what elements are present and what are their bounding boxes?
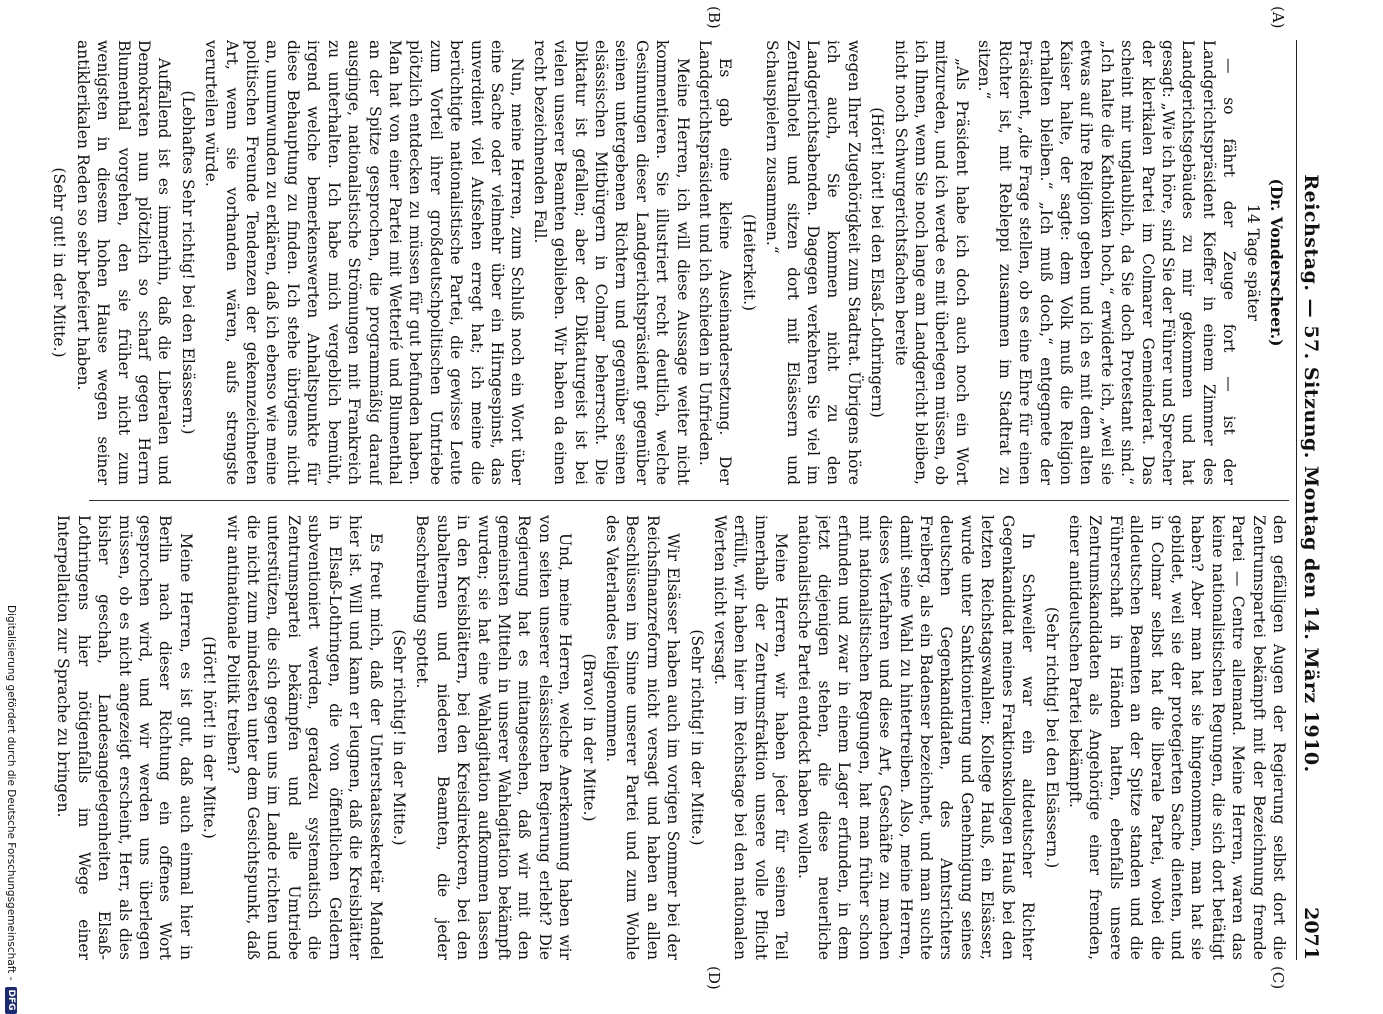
right-column [49, 515, 1289, 960]
left-column [49, 40, 1289, 485]
credit-text: Digitalisierung gefördert durch die Deutsche Forschungsgemeinschaft - [5, 605, 17, 981]
running-head [1296, 40, 1325, 960]
paragraph: „Als Präsident habe ich doch auch noch ein Wort mitzureden, und ich werde es mit überlegen müssen, ob ich Ihnen, wenn Sie noch lange am Landgericht bleiben, nicht noch Schwurgerichtsfachen bereite [891, 40, 971, 485]
paragraph: Meine Herren, ich will diese Aussage weiter nicht kommentieren. Sie illustriert recht deutlich, welche Gesinnungen dieser Landgerichtspräsident gegenüber seinen untergebenen Richtern und gegenüber seinen elsässischen Mitbürgern in Colmar beherrscht. Die Diktatur ist gefallen; aber der Diktaturgeist ist bei vielen unserer Beamten geblieben. Wir haben da einen recht bezeichnenden Fall. [530, 40, 692, 485]
interjection: (Sehr gut! in der Mitte.) [50, 167, 69, 358]
text-columns [49, 40, 1289, 960]
paragraph: Auffallend ist es immerhin, daß die Liberalen und Demokraten nun plötzlich so scharf gegen Herrn Blumenthal vorgehen, den sie früher nicht zum wenigsten in diesem hohen Hause wegen seiner antiklerikalen Reden so sehr befeiert haben. [73, 40, 174, 485]
paragraph: — so fährt der Zeuge fort — ist der Landgerichtspräsident Kieffer in einem Zimmer des Landgerichtsgebäudes zu mir gekommen und hat gesagt: „Wie ich höre, sind Sie der Führer und Sprecher der klerikalen Partei im Colmarer Gemeinderat. Das scheint mir unglaublich, da Sie doch Protestant sind.“ „Ich halte die Katholiken hoch,“ erwiderte ich, „weil sie etwas auf ihre Religion geben und ich es mit dem alten Kaiser halte, der sagte: dem Volk muß die Religion erhalten bleiben.“ „Ich muß doch,“ entgegnete der Präsident, „die Frage stellen, ob es eine Ehre für einen Richter ist, mit Rebleppi zusammen im Stadtrat zu sitzen.“ [975, 40, 1239, 485]
column-divider [89, 500, 1289, 501]
interjection: (Sehr richtig! in der Mitte.) [687, 629, 706, 846]
interjection: (Lebhaftes Sehr richtig! bei den Elsässern.) [178, 90, 197, 435]
page-title: Reichstag. — 57. Sitzung. Montag den 14. März 1910. [1300, 174, 1322, 773]
paragraph: Nun, meine Herren, zum Schluß noch ein Wort über eine Sache oder vielmehr über ein Hirngespinst, das unverdient viel Aufsehen erregt hat; ich meine die berüchtigte nationalistische Partei, die gewisse Leute zum Vorteil ihrer großdeutschpolitischen Umtriebe plötzlich entdecken zu müssen für gut befunden haben. Man hat von einer Partei mit Wetterlé und Blumenthal an der Spitze gesprochen, die programmäßig darauf ausginge, nationalistische Strömungen mit Frankreich zu unterhalten. Ich habe mich vergeblich bemüht, irgend welche bemerkenswerten Anhaltspunkte für diese Behauptung zu finden. Ich stehe übrigens nicht an, unumwunden zu erklären, daß ich ebenso wie meine politischen Freunde Tendenzen der gekennzeichneten Art, wenn sie vorhanden wären, aufs strengste verurteilen würde. [202, 40, 527, 485]
interjection: (Hört! hört! in der Mitte.) [200, 636, 219, 839]
interjection: 14 Tage später [1243, 204, 1262, 321]
paragraph: In Schweiler war ein altdeutscher Richter Gegenkandidat meines Fraktionskollegen Hauß bei den letzten Reichstagswahlen; Kollege Hauß, ein Elsässer, wurde unter Sanktionierung und Genehmigung seines deutschen Gegenkandidaten, des Amtsrichters Freiberg, als ein Badenser bezeichnet, und man suchte damit seine Wahl zu hintertreiben. Also, meine Herren, dieses Verfahren und diese Art, Geschäfte zu machen mit nationalistischen Regungen, hat man früher schon erfunden und zwar in einem Lager erfunden, in dem jetzt diejenigen stehen, die diese neuerliche nationalistische Partei entdeckt haben wollen. [794, 515, 1038, 960]
interjection: (Heiterkeit.) [739, 213, 758, 312]
paragraph: Meine Herren, es ist gut, daß auch einmal hier in Berlin nach dieser Richtung ein offenes Wort gesprochen wird, und wir werden uns überlegen müssen, ob es nicht angezeigt erscheint, Herr, als dies bisher geschah, Landesangelegenheiten Elsaß-Lothringens hier nötigenfalls im Wege einer Interpellation zur Sprache zu bringen. [54, 515, 195, 960]
paragraph: Es gab eine kleine Auseinandersetzung. Der Landgerichtspräsident und ich schieden in Unfrieden. [696, 40, 735, 485]
margin-letter-b: (B) [705, 6, 723, 29]
page-number: 2071 [1300, 907, 1322, 960]
paragraph: Meine Herren, wir haben jeder für seinen Teil innerhalb der Zentrumsfraktion unsere volle Pflicht erfüllt, wir haben hier im Reichstage bei den nationalen Werten nicht versagt. [711, 515, 791, 960]
interjection: (Sehr richtig! bei den Elsässern.) [1042, 606, 1061, 869]
paragraph: den gefälligen Augen der Regierung selbst dort die Zentrumspartei bekämpft mit der Bezeichnung fremde Partei — Centre allemand. Meine Herren, waren das keine nationalistischen Regungen, die sich dort betätigt haben? Aber man hat sie hingenommen, man hat sie gebildet, weil sie der protegierten Sache dienten, und in Colmar selbst hat die liberale Partei, wobei die alldeutschen Beamten an der Spitze standen und die Führerschaft in Händen hatten, ebenfalls unsere Zentrumskandidaten als Angehörige einer fremden, einer antideutschen Partei bekämpft. [1065, 515, 1288, 960]
speaker-name: (Dr. Vonderscheer.) [1267, 178, 1286, 347]
interjection: (Sehr richtig! in der Mitte.) [389, 629, 408, 846]
dfg-logo: DFG [5, 987, 17, 1014]
interjection: (Bravo! in der Mitte.) [579, 653, 598, 822]
margin-letter-c: (C) [1269, 966, 1287, 990]
interjection: (Hört! hört! bei den Elsaß-Lothringern) [868, 107, 887, 418]
margin-letter-a: (A) [1269, 6, 1287, 29]
digitization-credit [1, 605, 21, 1011]
margin-letter-d: (D) [705, 966, 723, 990]
paragraph: Und, meine Herren, welche Anerkennung haben wir von seiten unserer elsässischen Regierung erlebt? Die Regierung hat es mitangesehen, daß wir mit den gemeinsten Mitteln in unserer Wahlagitation bekämpft wurden; sie hat eine Wahlagitation aufkommen lassen in den Kreisblättern, bei den Kreisdirektoren, bei den subalternen und niederen Beamten, die jeder Beschreibung spottet. [413, 515, 575, 960]
interjection [49, 515, 50, 960]
paragraph: Wir Elsässer haben auch im vorigen Sommer bei der Reichsfinanzreform nicht versagt und haben an allen Beschlüssen im Sinne unserer Partei und zum Wohle des Vaterlandes teilgenommen. [603, 515, 683, 960]
paragraph: Es freut mich, daß der Unterstaatssekretär Mandel hier ist. Will und kann er leugnen, daß die Kreisblätter in Elsaß-Lothringen, die von öffentlichen Geldern subventioniert werden, geradezu systematisch die Zentrumspartei bekämpfen und alle Umtriebe unterstützen, die sich gegen uns im Lande richten und die nicht zum mindesten unter dem Gesichtspunkt, daß wir antinationale Politik treiben? [223, 515, 385, 960]
paragraph: wegen Ihrer Zugehörigkeit zum Stadtrat. Übrigens höre ich auch, Sie kommen nicht zu den Landgerichtsabenden. Dagegen verkehren Sie viel im Zentralhotel und sitzen dort mit Elsässern und Schauspielern zusammen.“ [763, 40, 863, 485]
